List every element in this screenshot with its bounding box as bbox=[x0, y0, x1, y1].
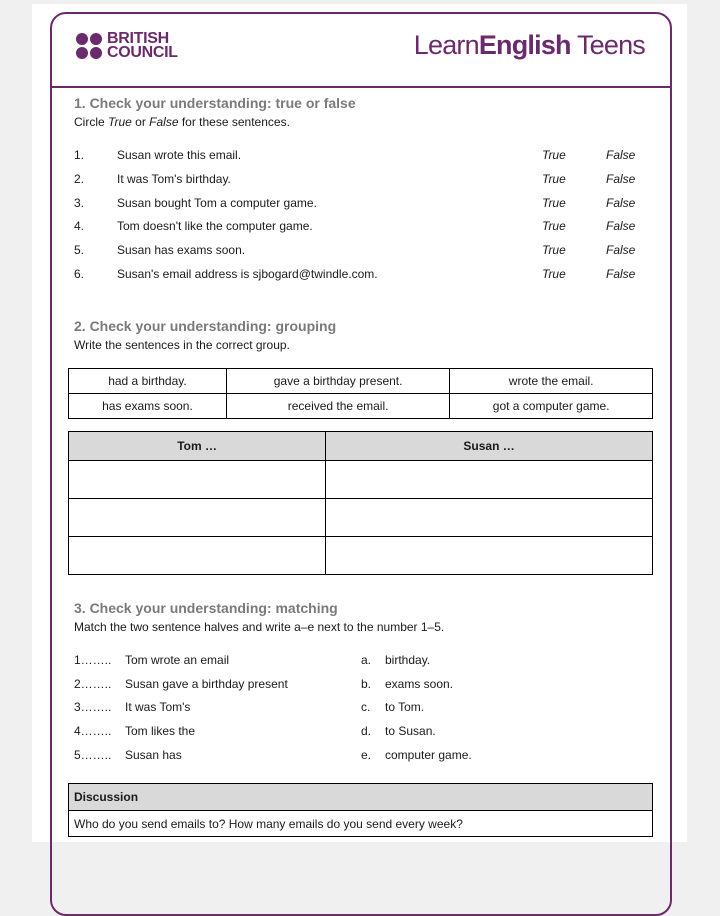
matching-number-blank[interactable]: 5…….. bbox=[74, 747, 112, 762]
grouping-answer-cell[interactable] bbox=[69, 537, 326, 575]
tf-number: 2. bbox=[74, 171, 85, 186]
tf-number: 1. bbox=[74, 148, 85, 162]
matching-letter: b. bbox=[361, 676, 372, 691]
tf-number: 5. bbox=[74, 243, 85, 258]
matching-first-half: It was Tom's bbox=[125, 700, 191, 715]
tf-row bbox=[74, 172, 644, 192]
discussion-question: Who do you send emails to? How many emails do you send every week? bbox=[69, 811, 653, 837]
matching-letter: e. bbox=[361, 747, 372, 762]
section1-instruction: Circle True or False for these sentences. bbox=[74, 115, 290, 129]
section1-title: 1. Check your understanding: true or false bbox=[74, 95, 356, 111]
true-option[interactable]: True bbox=[542, 243, 566, 258]
matching-first-half: Tom likes the bbox=[125, 724, 196, 739]
word-box-table bbox=[68, 368, 653, 419]
grouping-table bbox=[68, 431, 653, 575]
true-option[interactable]: True bbox=[542, 148, 566, 162]
matching-letter: a. bbox=[361, 653, 372, 667]
grouping-answer-cell[interactable] bbox=[69, 461, 326, 499]
header-rule bbox=[50, 86, 672, 88]
tf-sentence: Tom doesn't like the computer game. bbox=[117, 219, 313, 234]
matching-first-half: Tom wrote an email bbox=[125, 653, 230, 667]
matching-number-blank[interactable]: 1…….. bbox=[74, 653, 112, 667]
word-box-cell: has exams soon. bbox=[69, 394, 227, 419]
tf-sentence: It was Tom's birthday. bbox=[117, 171, 231, 186]
tom-column-header: Tom … bbox=[69, 432, 326, 461]
tf-number: 4. bbox=[74, 219, 85, 234]
section3-title: 3. Check your understanding: matching bbox=[74, 600, 338, 616]
tf-number: 6. bbox=[74, 267, 85, 281]
false-option[interactable]: False bbox=[606, 195, 636, 210]
matching-second-half: to Susan. bbox=[385, 724, 436, 739]
tf-sentence: Susan wrote this email. bbox=[117, 148, 242, 162]
brand-learn: Learn bbox=[413, 30, 479, 60]
matching-second-half: exams soon. bbox=[385, 676, 454, 691]
grouping-answer-cell[interactable] bbox=[326, 499, 653, 537]
discussion-title: Discussion bbox=[69, 784, 653, 811]
true-option[interactable]: True bbox=[542, 267, 566, 281]
matching-row bbox=[74, 748, 644, 766]
section2-instruction: Write the sentences in the correct group. bbox=[74, 338, 290, 352]
logo-dots-icon bbox=[76, 33, 102, 59]
false-option[interactable]: False bbox=[606, 171, 636, 186]
tf-sentence: Susan's email address is sjbogard@twindle.com. bbox=[117, 267, 378, 281]
word-box-cell: gave a birthday present. bbox=[226, 369, 449, 394]
logo-line-1: BRITISH bbox=[107, 30, 169, 47]
tf-number: 3. bbox=[74, 195, 85, 210]
matching-number-blank[interactable]: 3…….. bbox=[74, 700, 112, 715]
false-option[interactable]: False bbox=[606, 267, 636, 281]
word-box-cell: received the email. bbox=[226, 394, 449, 419]
matching-number-blank[interactable]: 2…….. bbox=[74, 676, 112, 691]
true-option[interactable]: True bbox=[542, 219, 566, 234]
false-option[interactable]: False bbox=[606, 148, 636, 162]
tf-row bbox=[74, 196, 644, 216]
grouping-answer-cell[interactable] bbox=[326, 537, 653, 575]
matching-row bbox=[74, 700, 644, 718]
matching-row bbox=[74, 677, 644, 695]
matching-number-blank[interactable]: 4…….. bbox=[74, 724, 112, 739]
tf-row bbox=[74, 148, 644, 168]
matching-second-half: computer game. bbox=[385, 747, 472, 762]
word-box-cell: wrote the email. bbox=[450, 369, 653, 394]
grouping-answer-cell[interactable] bbox=[69, 499, 326, 537]
false-option[interactable]: False bbox=[606, 219, 636, 234]
word-box-cell: got a computer game. bbox=[450, 394, 653, 419]
brand-english: English bbox=[478, 30, 571, 60]
matching-letter: c. bbox=[361, 700, 371, 715]
matching-second-half: to Tom. bbox=[385, 700, 425, 715]
learnenglish-teens-brand bbox=[414, 30, 645, 61]
matching-first-half: Susan has bbox=[125, 747, 182, 762]
logo-line-2: COUNCIL bbox=[107, 44, 178, 61]
tf-row bbox=[74, 219, 644, 239]
matching-second-half: birthday. bbox=[385, 653, 431, 667]
matching-row bbox=[74, 724, 644, 742]
true-option[interactable]: True bbox=[542, 171, 566, 186]
tf-sentence: Susan bought Tom a computer game. bbox=[117, 195, 317, 210]
grouping-answer-cell[interactable] bbox=[326, 461, 653, 499]
word-box-cell: had a birthday. bbox=[69, 369, 227, 394]
section2-title: 2. Check your understanding: grouping bbox=[74, 318, 337, 334]
tf-sentence: Susan has exams soon. bbox=[117, 243, 246, 258]
discussion-box bbox=[68, 783, 653, 837]
british-council-logo bbox=[76, 32, 178, 60]
tf-row bbox=[74, 267, 644, 287]
matching-first-half: Susan gave a birthday present bbox=[125, 676, 288, 691]
section3-instruction: Match the two sentence halves and write a–e next to the number 1–5. bbox=[74, 620, 445, 634]
tf-row bbox=[74, 243, 644, 263]
true-option[interactable]: True bbox=[542, 195, 566, 210]
matching-letter: d. bbox=[361, 724, 372, 739]
brand-teens: Teens bbox=[570, 30, 645, 60]
false-option[interactable]: False bbox=[606, 243, 636, 258]
matching-row bbox=[74, 653, 644, 671]
worksheet-page bbox=[32, 4, 687, 842]
susan-column-header: Susan … bbox=[326, 432, 653, 461]
